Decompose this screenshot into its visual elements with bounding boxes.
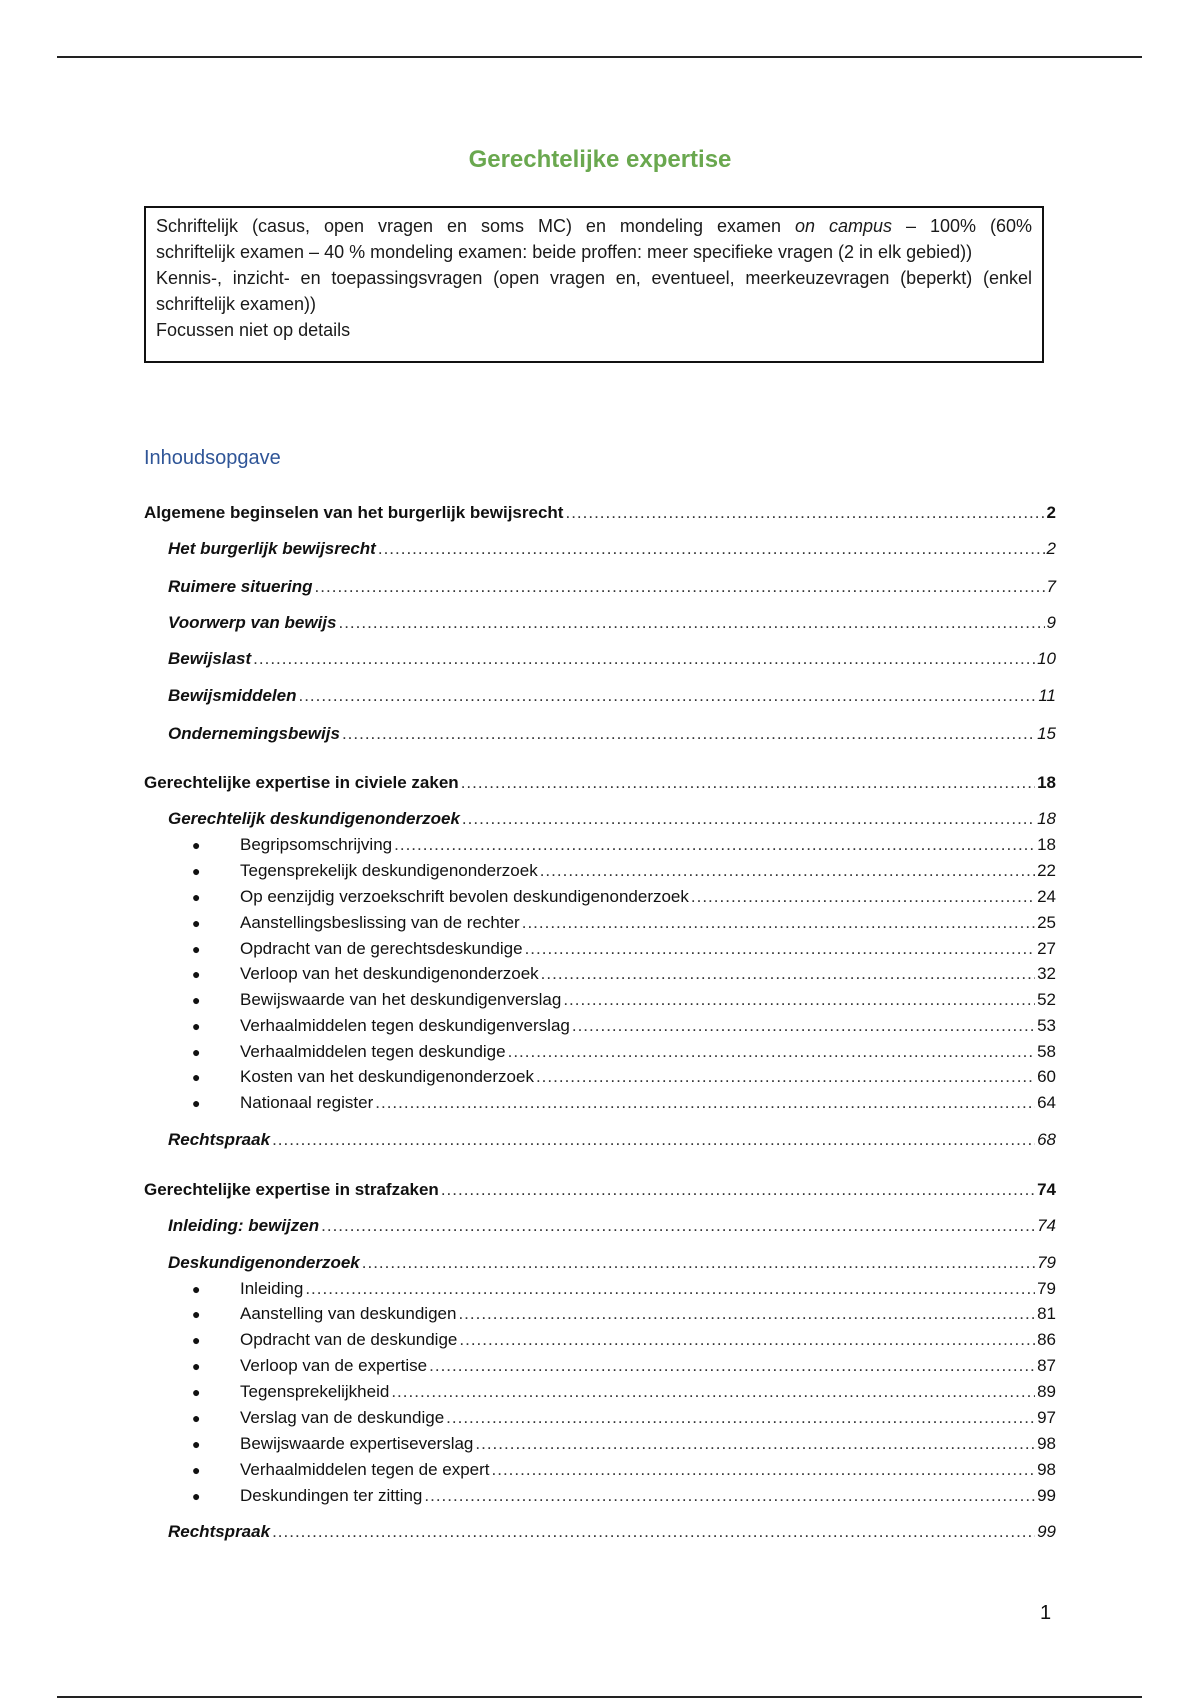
toc-page-number: 58: [1037, 1042, 1056, 1061]
toc-entry-label: Bewijsmiddelen: [168, 686, 297, 705]
toc-page-number: 87: [1037, 1356, 1056, 1375]
toc-page-number: 60: [1037, 1067, 1056, 1086]
toc-entry-label: Algemene beginselen van het burgerlijk bewijsrecht: [144, 503, 564, 522]
toc-entry-label: Verhaalmiddelen tegen deskundige: [240, 1042, 506, 1061]
toc-leader-dots: [362, 1253, 1035, 1273]
toc-page-number: 86: [1037, 1330, 1056, 1349]
toc-entry-label: Het burgerlijk bewijsrecht: [168, 539, 376, 558]
toc-entry-item[interactable]: [192, 1279, 1056, 1299]
toc-page-number: 11: [1038, 686, 1056, 705]
toc-page-number: 81: [1037, 1304, 1056, 1323]
toc-entry-item[interactable]: [192, 913, 1056, 933]
toc-entry-label: Tegensprekelijkheid: [240, 1382, 390, 1401]
toc-entry-label: Verslag van de deskundige: [240, 1408, 445, 1427]
toc-page-number: 74: [1037, 1216, 1056, 1235]
toc-leader-dots: [459, 1330, 1035, 1350]
bullet-icon: ●: [192, 1410, 201, 1426]
bullet-icon: ●: [192, 1095, 201, 1111]
toc-entry-label: Inleiding: [240, 1279, 304, 1298]
bullet-icon: ●: [192, 1488, 201, 1504]
toc-entry-item[interactable]: [192, 964, 1056, 984]
toc-page-number: 18: [1037, 835, 1056, 854]
toc-leader-dots: [342, 724, 1035, 744]
toc-entry-item[interactable]: [192, 1356, 1056, 1376]
toc-entry-item[interactable]: [192, 835, 1056, 855]
toc-page-number: 53: [1037, 1016, 1056, 1035]
bullet-icon: ●: [192, 992, 201, 1008]
toc-page-number: 18: [1037, 773, 1056, 792]
toc-page-number: 98: [1037, 1460, 1056, 1479]
toc-page-number: 24: [1037, 887, 1056, 906]
toc-leader-dots: [462, 809, 1035, 829]
toc-page-number: 97: [1037, 1408, 1056, 1427]
toc-entry-label: Gerechtelijk deskundigenonderzoek: [168, 809, 460, 828]
bullet-icon: ●: [192, 1384, 201, 1400]
toc-page-number: 22: [1037, 861, 1056, 880]
toc-entry-label: Ondernemingsbewijs: [168, 724, 340, 743]
toc-entry-section[interactable]: [144, 503, 1056, 523]
exam-info-line-4: Focussen niet op details: [156, 320, 351, 340]
toc-leader-dots: [305, 1279, 1035, 1299]
bullet-icon: ●: [192, 837, 201, 853]
toc-entry-label: Opdracht van de gerechtsdeskundige: [240, 939, 523, 958]
toc-entry-subsection[interactable]: [168, 724, 1056, 744]
toc-entry-item[interactable]: [192, 1016, 1056, 1036]
toc-leader-dots: [691, 887, 1035, 907]
toc-entry-subsection[interactable]: [168, 539, 1056, 559]
toc-leader-dots: [563, 990, 1035, 1010]
toc-leader-dots: [429, 1356, 1035, 1376]
toc-leader-dots: [315, 577, 1045, 597]
bullet-icon: ●: [192, 941, 201, 957]
bullet-icon: ●: [192, 1281, 201, 1297]
toc-leader-dots: [272, 1522, 1035, 1542]
toc-entry-item[interactable]: [192, 1067, 1056, 1087]
toc-entry-subsection[interactable]: [168, 1522, 1056, 1542]
toc-entry-subsection[interactable]: [168, 809, 1056, 829]
toc-entry-label: Op eenzijdig verzoekschrift bevolen deskundigenonderzoek: [240, 887, 689, 906]
toc-leader-dots: [458, 1304, 1035, 1324]
toc-leader-dots: [378, 539, 1045, 559]
toc-entry-label: Verloop van het deskundigenonderzoek: [240, 964, 539, 983]
toc-heading: Inhoudsopgave: [144, 447, 281, 469]
toc-leader-dots: [338, 613, 1044, 633]
toc-entry-item[interactable]: [192, 861, 1056, 881]
toc-leader-dots: [475, 1434, 1035, 1454]
exam-info-line-2: schriftelijk examen – 40 % mondeling examen: beide proffen: meer specifieke vragen (2 in elk gebied)): [156, 242, 973, 262]
toc-page-number: 79: [1037, 1279, 1056, 1298]
toc-entry-subsection[interactable]: [168, 613, 1056, 633]
document-title: Gerechtelijke expertise: [468, 146, 732, 173]
toc-entry-label: Opdracht van de deskundige: [240, 1330, 458, 1349]
toc-entry-label: Inleiding: bewijzen: [168, 1216, 320, 1235]
toc-page-number: 98: [1037, 1434, 1056, 1453]
toc-page-number: 74: [1037, 1180, 1056, 1199]
toc-leader-dots: [375, 1093, 1035, 1113]
toc-entry-section[interactable]: [144, 773, 1056, 793]
toc-leader-dots: [540, 861, 1035, 881]
toc-page-number: 7: [1046, 577, 1056, 596]
toc-entry-label: Voorwerp van bewijs: [168, 613, 337, 632]
bullet-icon: ●: [192, 1462, 201, 1478]
toc-page-number: 89: [1037, 1382, 1056, 1401]
bullet-icon: ●: [192, 1044, 201, 1060]
toc-entry-label: Verloop van de expertise: [240, 1356, 428, 1375]
toc-leader-dots: [272, 1130, 1035, 1150]
toc-leader-dots: [522, 913, 1035, 933]
toc-leader-dots: [525, 939, 1036, 959]
toc-entry-label: Aanstelling van deskundigen: [240, 1304, 457, 1323]
toc-entry-section[interactable]: [144, 1180, 1056, 1200]
toc-entry-label: Aanstellingsbeslissing van de rechter: [240, 913, 520, 932]
toc-leader-dots: [394, 835, 1035, 855]
toc-leader-dots: [391, 1382, 1035, 1402]
toc-leader-dots: [492, 1460, 1036, 1480]
toc-entry-label: Nationaal register: [240, 1093, 374, 1112]
bullet-icon: ●: [192, 1069, 201, 1085]
bullet-icon: ●: [192, 1306, 201, 1322]
toc-entry-label: Verhaalmiddelen tegen de expert: [240, 1460, 490, 1479]
toc-entry-label: Deskundigenonderzoek: [168, 1253, 360, 1272]
footer-rule: [57, 1696, 1142, 1698]
toc-page-number: 2: [1046, 503, 1056, 522]
toc-entry-label: Gerechtelijke expertise in civiele zaken: [144, 773, 459, 792]
toc-entry-item[interactable]: [192, 1382, 1056, 1402]
bullet-icon: ●: [192, 966, 201, 982]
toc-page-number: 99: [1037, 1522, 1056, 1541]
toc-entry-item[interactable]: [192, 887, 1056, 907]
toc-entry-label: Bewijswaarde expertiseverslag: [240, 1434, 474, 1453]
toc-entry-item[interactable]: [192, 1093, 1056, 1113]
toc-leader-dots: [424, 1486, 1035, 1506]
toc-entry-subsection[interactable]: [168, 577, 1056, 597]
toc-leader-dots: [572, 1016, 1035, 1036]
exam-info-line-3: Kennis-, inzicht- en toepassingsvragen (open vragen en, eventueel, meerkeuzevragen (beperkt) (enkel schriftelijk examen)): [156, 268, 1032, 314]
toc-leader-dots: [253, 649, 1035, 669]
toc-entry-item[interactable]: [192, 1330, 1056, 1350]
toc-leader-dots: [446, 1408, 1035, 1428]
toc-entry-label: Bewijslast: [168, 649, 252, 668]
header-rule: [57, 56, 1142, 58]
toc-leader-dots: [536, 1067, 1035, 1087]
bullet-icon: ●: [192, 889, 201, 905]
toc-entry-item[interactable]: [192, 1304, 1056, 1324]
toc-entry-subsection[interactable]: [168, 649, 1056, 669]
toc-entry-subsection[interactable]: [168, 1130, 1056, 1150]
toc-entry-label: Bewijswaarde van het deskundigenverslag: [240, 990, 562, 1009]
toc-leader-dots: [541, 964, 1035, 984]
toc-entry-item[interactable]: [192, 1434, 1056, 1454]
toc-page-number: 18: [1037, 809, 1056, 828]
toc-entry-item[interactable]: [192, 1042, 1056, 1062]
toc-page-number: 10: [1037, 649, 1056, 668]
toc-entry-subsection[interactable]: [168, 1253, 1056, 1273]
toc-page-number: 2: [1046, 539, 1056, 558]
toc-entry-label: Verhaalmiddelen tegen deskundigenverslag: [240, 1016, 570, 1035]
toc-entry-item[interactable]: [192, 1408, 1056, 1428]
toc-entry-label: Rechtspraak: [168, 1130, 271, 1149]
bullet-icon: ●: [192, 1018, 201, 1034]
toc-page-number: 9: [1046, 613, 1056, 632]
toc-leader-dots: [461, 773, 1035, 793]
toc-page-number: 27: [1037, 939, 1056, 958]
toc-entry-subsection[interactable]: [168, 686, 1056, 706]
toc-entry-item[interactable]: [192, 1486, 1056, 1506]
toc-entry-label: Deskundingen ter zitting: [240, 1486, 423, 1505]
toc-entry-label: Tegensprekelijk deskundigenonderzoek: [240, 861, 538, 880]
toc-entry-label: Kosten van het deskundigenonderzoek: [240, 1067, 534, 1086]
toc-page-number: 99: [1037, 1486, 1056, 1505]
toc-page-number: 25: [1037, 913, 1056, 932]
toc-page-number: 79: [1037, 1253, 1056, 1272]
toc-page-number: 52: [1037, 990, 1056, 1009]
toc-entry-label: Gerechtelijke expertise in strafzaken: [144, 1180, 439, 1199]
bullet-icon: ●: [192, 915, 201, 931]
toc-entry-item[interactable]: [192, 990, 1056, 1010]
toc-leader-dots: [508, 1042, 1035, 1062]
exam-info-line-1: Schriftelijk (casus, open vragen en soms MC) en mondeling examen on campus – 100% (60%: [156, 216, 1032, 236]
toc-page-number: 64: [1037, 1093, 1056, 1112]
toc-entry-item[interactable]: [192, 1460, 1056, 1480]
toc-leader-dots: [441, 1180, 1035, 1200]
toc-leader-dots: [321, 1216, 1035, 1236]
toc-page-number: 32: [1037, 964, 1056, 983]
bullet-icon: ●: [192, 1332, 201, 1348]
toc-page-number: 68: [1037, 1130, 1056, 1149]
toc-entry-subsection[interactable]: [168, 1216, 1056, 1236]
toc-entry-label: Rechtspraak: [168, 1522, 271, 1541]
toc-entry-item[interactable]: [192, 939, 1056, 959]
bullet-icon: ●: [192, 1358, 201, 1374]
bullet-icon: ●: [192, 1436, 201, 1452]
toc-entry-label: Ruimere situering: [168, 577, 313, 596]
page-number: 1: [1040, 1602, 1052, 1624]
exam-info-box: [144, 206, 1044, 363]
bullet-icon: ●: [192, 863, 201, 879]
toc-entry-label: Begripsomschrijving: [240, 835, 393, 854]
toc-leader-dots: [298, 686, 1036, 706]
toc-page-number: 15: [1037, 724, 1056, 743]
toc-leader-dots: [565, 503, 1044, 523]
